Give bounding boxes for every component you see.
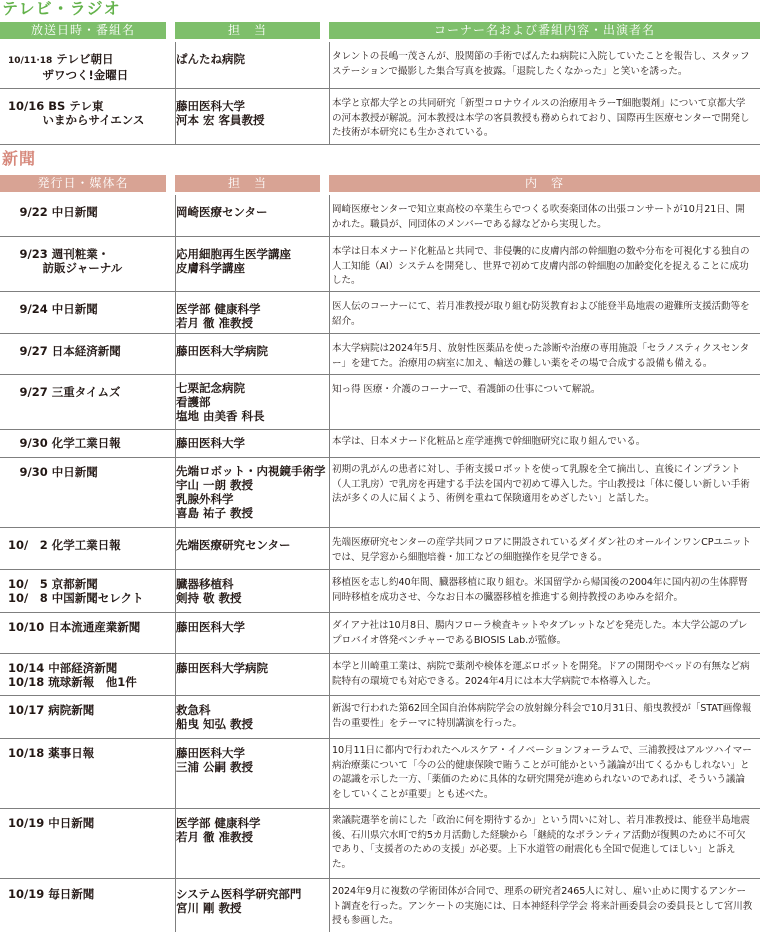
np-row <box>0 528 760 570</box>
np-row-content: 移植医を志し約40年間、臓器移植に取り組む。米国留学から帰国後の2004年に国内初の生体膵腎同時移植を成功させ、今なお日本の臓器移植を推進する剣持教授のあゆみを紹介。 <box>332 577 748 603</box>
np-row-staff: 臓器移植科 剣持 敬 教授 <box>176 577 242 605</box>
np-row-date: 10/17 病院新聞 <box>8 703 95 717</box>
np-row-date: 10/10 日本流通産業新聞 <box>8 620 141 634</box>
np-row-content: 新潟で行われた第62回全国自治体病院学会の放射線分科会で10月31日、船曳教授が「STAT画像報告の重要性」をテーマに特別講演を行った。 <box>332 703 752 729</box>
np-row-staff: 藤田医科大学 三浦 公嗣 教授 <box>176 746 254 774</box>
np-row <box>0 696 760 739</box>
tv-header-staff: 担 当 <box>175 22 320 39</box>
np-row-staff: 救急科 船曳 知弘 教授 <box>176 703 254 731</box>
np-row-content: 10月11日に都内で行われたヘルスケア・イノベーションフォーラムで、三浦教授はアルツハイマー病治療薬について「今の公的健康保険で賄うことが可能かという議論が出てくるかもしれない」との認識を示した一方、「薬価のために具体的な研究開発が進められないのであれば、そういう議論をしていくことが重要」とも述べた。 <box>332 745 752 800</box>
np-row <box>0 375 760 430</box>
np-row <box>0 195 760 237</box>
tv-row <box>0 89 760 145</box>
np-header-date: 発行日・媒体名 <box>0 175 166 192</box>
np-row-content: 本学は、日本メナード化粧品と産学連携で幹細胞研究に取り組んでいる。 <box>332 436 646 447</box>
tv-header-date: 放送日時・番組名 <box>0 22 166 39</box>
np-row-date: 10/19 毎日新聞 <box>8 887 95 901</box>
np-row <box>0 458 760 528</box>
np-row-content: 岡崎医療センターで知立東高校の卒業生らでつくる吹奏楽団体の出張コンサートが10月21日、開かれた。職員が、同団体のメンバーである縁などから実現した。 <box>332 204 745 230</box>
np-row-date: 9/30 中日新聞 <box>8 465 98 479</box>
np-row <box>0 809 760 879</box>
np-row <box>0 654 760 696</box>
np-row-date: 9/30 化学工業日報 <box>8 436 121 450</box>
np-row-content: 医人伝のコーナーにて、若月准教授が取り組む防災教育および能登半島地震の避難所支援活動等を紹介。 <box>332 301 750 327</box>
np-row-staff: 医学部 健康科学 若月 徹 准教授 <box>176 816 261 844</box>
np-row-content: 本大学病院は2024年5月、放射性医薬品を使った診断や治療の専用施設「セラノスティクスセンター」を建てた。治療用の病室に加え、輸送の難しい薬をその場で合成する設備も備える。 <box>332 343 750 369</box>
tv-row-date: 10/16 BS テレ東 いまからサイエンス <box>8 99 145 127</box>
np-row-content: 本学は日本メナード化粧品と共同で、非侵襲的に皮膚内部の幹細胞の数や分布を可視化する独自の人工知能（AI）システムを開発し、世界で初めて皮膚内部の幹細胞の加齢変化を捉えることに成功した。 <box>332 246 750 286</box>
np-row-staff: 藤田医科大学病院 <box>176 344 268 358</box>
tv-row-staff: 藤田医科大学 河本 宏 客員教授 <box>176 99 265 127</box>
np-row <box>0 292 760 334</box>
np-row-content: 本学と川崎重工業は、病院で薬剤や検体を運ぶロボットを開発。ドアの開閉やベッドの有無など病院特有の環境でも対応できる。2024年4月には本大学病院で本格導入した。 <box>332 661 750 687</box>
np-row-staff: 先端ロボット・内視鏡手術学 宇山 一朗 教授 乳腺外科学 喜島 祐子 教授 <box>176 464 326 520</box>
np-row-staff: 藤田医科大学 <box>176 620 245 634</box>
np-header-content: 内 容 <box>329 175 760 192</box>
np-row-staff: 藤田医科大学 <box>176 436 245 450</box>
np-row-content: ダイアナ社は10月8日、腸内フローラ検査キットやタブレットなどを発売した。本大学公認のプレプロバイオ啓発ベンチャーであるBIOSIS Lab.が監修。 <box>332 620 748 646</box>
np-row-date: 9/22 中日新聞 <box>8 205 98 219</box>
np-row-staff: 岡崎医療センター <box>176 205 268 219</box>
np-row <box>0 570 760 613</box>
np-header-staff: 担 当 <box>175 175 320 192</box>
np-row <box>0 879 760 932</box>
np-row-date: 10/18 薬事日報 <box>8 746 95 760</box>
np-row-staff: 先端医療研究センター <box>176 538 291 552</box>
np-row <box>0 613 760 654</box>
np-row-staff: 七栗記念病院 看護部 塩地 由美香 科長 <box>176 381 265 423</box>
np-row-staff: 応用細胞再生医学講座 皮膚科学講座 <box>176 247 291 275</box>
tv-section-title: テレビ・ラジオ <box>2 0 121 18</box>
np-row <box>0 430 760 458</box>
tv-row <box>0 42 760 89</box>
np-row-date: 9/24 中日新聞 <box>8 302 98 316</box>
np-row-date: 10/ 5 京都新聞 10/ 8 中国新聞セレクト <box>8 577 144 605</box>
np-row-date: 10/14 中部経済新聞 10/18 琉球新報 他1件 <box>8 661 137 689</box>
np-row <box>0 237 760 292</box>
tv-row-content: タレントの長嶋一茂さんが、股関節の手術でぱんたね病院に入院していたことを報告し、スタッフステーションで撮影した集合写真を披露。「退院したくなかった」と笑いを誘った。 <box>332 51 750 77</box>
np-row-date: 10/ 2 化学工業日報 <box>8 538 121 552</box>
np-row-staff: 藤田医科大学病院 <box>176 661 268 675</box>
np-row-date: 10/19 中日新聞 <box>8 816 95 830</box>
tv-row-date-small: 10/11·18 <box>8 56 53 66</box>
tv-row-staff: ぱんたね病院 <box>176 52 245 66</box>
np-row-content: 先端医療研究センターの産学共同フロアに開設されているダイダン社のオールインワンCPユニットでは、見学窓から細胞培養・加工などの細胞操作を見学できる。 <box>332 537 751 563</box>
np-row-staff: システム医科学研究部門 宮川 剛 教授 <box>176 887 302 915</box>
tv-header-content: コーナー名および番組内容・出演者名 <box>329 22 760 39</box>
np-section-title: 新聞 <box>2 149 37 168</box>
np-row <box>0 334 760 375</box>
np-row-content: 初期の乳がんの患者に対し、手術支援ロボットを使って乳腺を全て摘出し、直後にインプラント（人工乳房）で乳房を再建する手法を国内で初めて導入した。宇山教授は「体に優しい新しい手術法が多くの人に届くよう、術例を重ねて保険適用をめざしたい」と話した。 <box>332 464 750 504</box>
tv-row-content: 本学と京都大学との共同研究「新型コロナウイルスの治療用キラーT細胞製剤」について京都大学の河本教授が解説。河本教授は本学の客員教授も務められており、国際再生医療センターで開発した技術が本研究にも生かされている。 <box>332 98 750 138</box>
np-row-content: 衆議院選挙を前にした「政治に何を期待するか」という問いに対し、若月准教授は、能登半島地震後、石川県穴水町で約5カ月活動した経験から「継続的なボランティア活動が復興のために不可欠であり、「支援者のための支援」が必要。上下水道管の耐震化も全国で促進してほしい」と訴えた。 <box>332 815 750 870</box>
tv-row-date: テレビ朝日 ザワつく!金曜日 <box>42 52 129 82</box>
np-row-date: 9/27 日本経済新聞 <box>8 344 121 358</box>
np-row-content: 知っ得 医療・介護のコーナーで、看護師の仕事について解説。 <box>332 384 601 395</box>
np-row-staff: 医学部 健康科学 若月 徹 准教授 <box>176 302 261 330</box>
np-row <box>0 739 760 809</box>
np-row-content: 2024年9月に複数の学術団体が合同で、理系の研究者2465人に対し、雇い止めに関するアンケート調査を行った。アンケートの実施には、日本神経科学学会 将来計画委員会の委員長として宮川教授も参画した。 <box>332 886 753 926</box>
np-row-date: 9/23 週刊粧業・ 訪販ジャーナル <box>19 247 123 275</box>
np-row-date: 9/27 三重タイムズ <box>8 385 121 399</box>
